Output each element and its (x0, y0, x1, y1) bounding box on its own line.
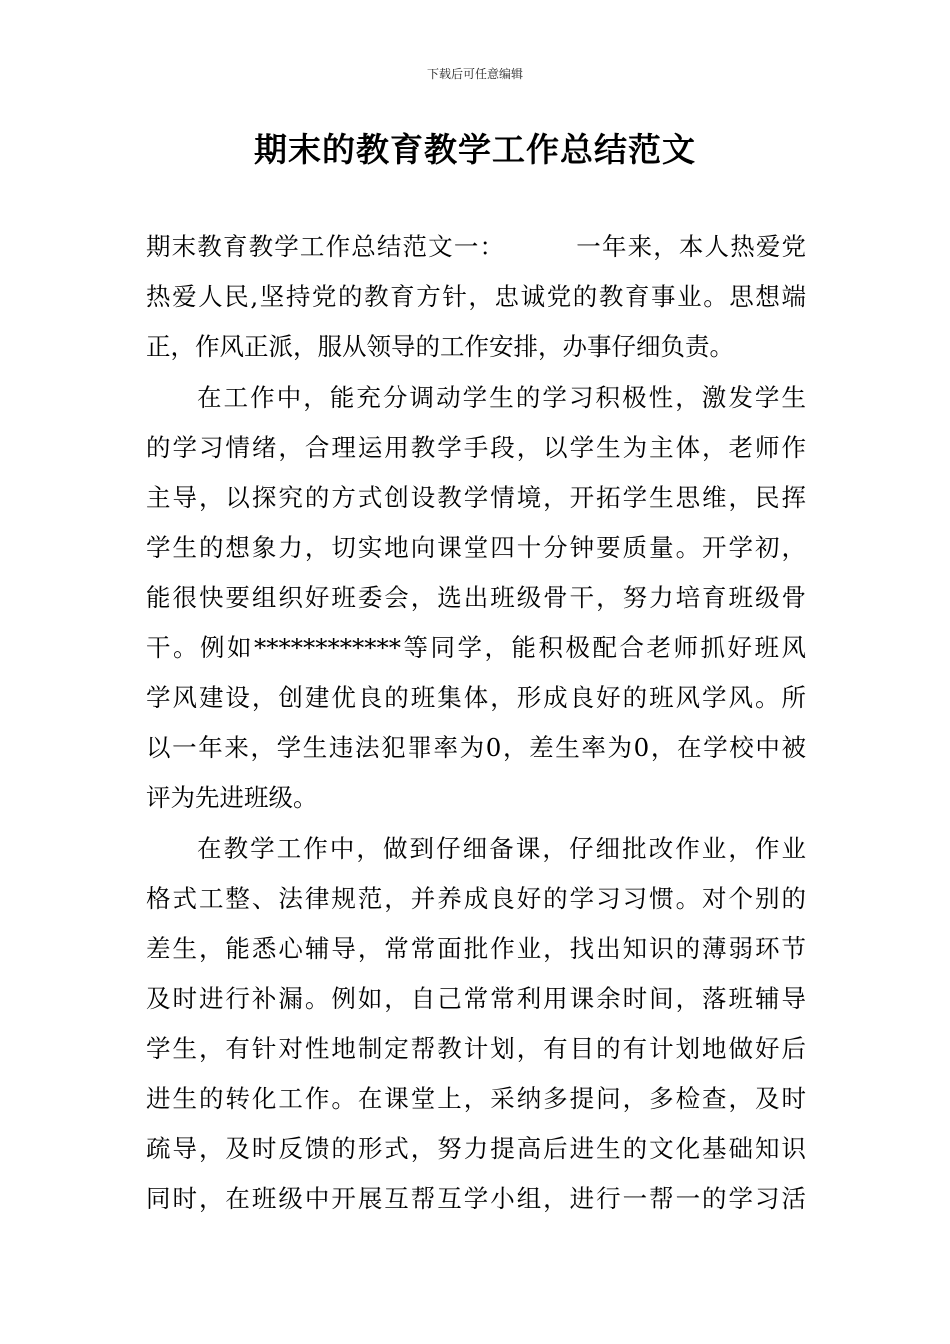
body-line: 正，作风正派，服从领导的工作安排，办事仔细负责。 (146, 332, 734, 361)
body-line: 学生，有针对性地制定帮教计划，有目的有计划地做好后 (146, 1034, 806, 1063)
body-line: 的学习情绪，合理运用教学手段，以学生为主体，老师作 (146, 433, 806, 462)
body-line: 干。例如************等同学，能积极配合老师抓好班风 (146, 633, 806, 662)
body-line-intro (146, 222, 806, 272)
body-line: 以一年来，学生违法犯罪率为0，差生率为0，在学校中被 (146, 733, 806, 762)
body-line: 及时进行补漏。例如，自己常常利用课余时间，落班辅导 (146, 984, 806, 1013)
paragraph-first-line: 在教学工作中，做到仔细备课，仔细批改作业，作业 (197, 834, 806, 863)
body-line: 同时，在班级中开展互帮互学小组，进行一帮一的学习活 (146, 1184, 806, 1213)
body-line: 格式工整、法律规范，并养成良好的学习习惯。对个别的 (146, 884, 806, 913)
body-line: 疏导，及时反馈的形式，努力提高后进生的文化基础知识 (146, 1134, 806, 1163)
body-line: 差生，能悉心辅导，常常面批作业，找出知识的薄弱环节 (146, 934, 806, 963)
header-note: 下载后可任意编辑 (426, 67, 523, 81)
intro-label: 期末教育教学工作总结范文一： (146, 232, 506, 261)
intro-line-rest: 一年来，本人热爱党 (575, 232, 807, 261)
document-title: 期末的教育教学工作总结范文 (254, 130, 696, 169)
body-line: 主导，以探究的方式创设教学情境，开拓学生思维，民挥 (146, 483, 806, 512)
body-line: 学生的想象力，切实地向课堂四十分钟要质量。开学初， (146, 533, 806, 562)
body-line: 能很快要组织好班委会，选出班级骨干，努力培育班级骨 (146, 583, 806, 612)
body-line: 学风建设，创建优良的班集体，形成良好的班风学风。所 (146, 683, 806, 712)
paragraph-first-line: 在工作中，能充分调动学生的学习积极性，激发学生 (197, 383, 806, 412)
body-line: 进生的转化工作。在课堂上，采纳多提问，多检查，及时 (146, 1084, 806, 1113)
body-line: 评为先进班级。 (146, 783, 318, 812)
body-line: 热爱人民,坚持党的教育方针，忠诚党的教育事业。思想端 (146, 282, 806, 311)
